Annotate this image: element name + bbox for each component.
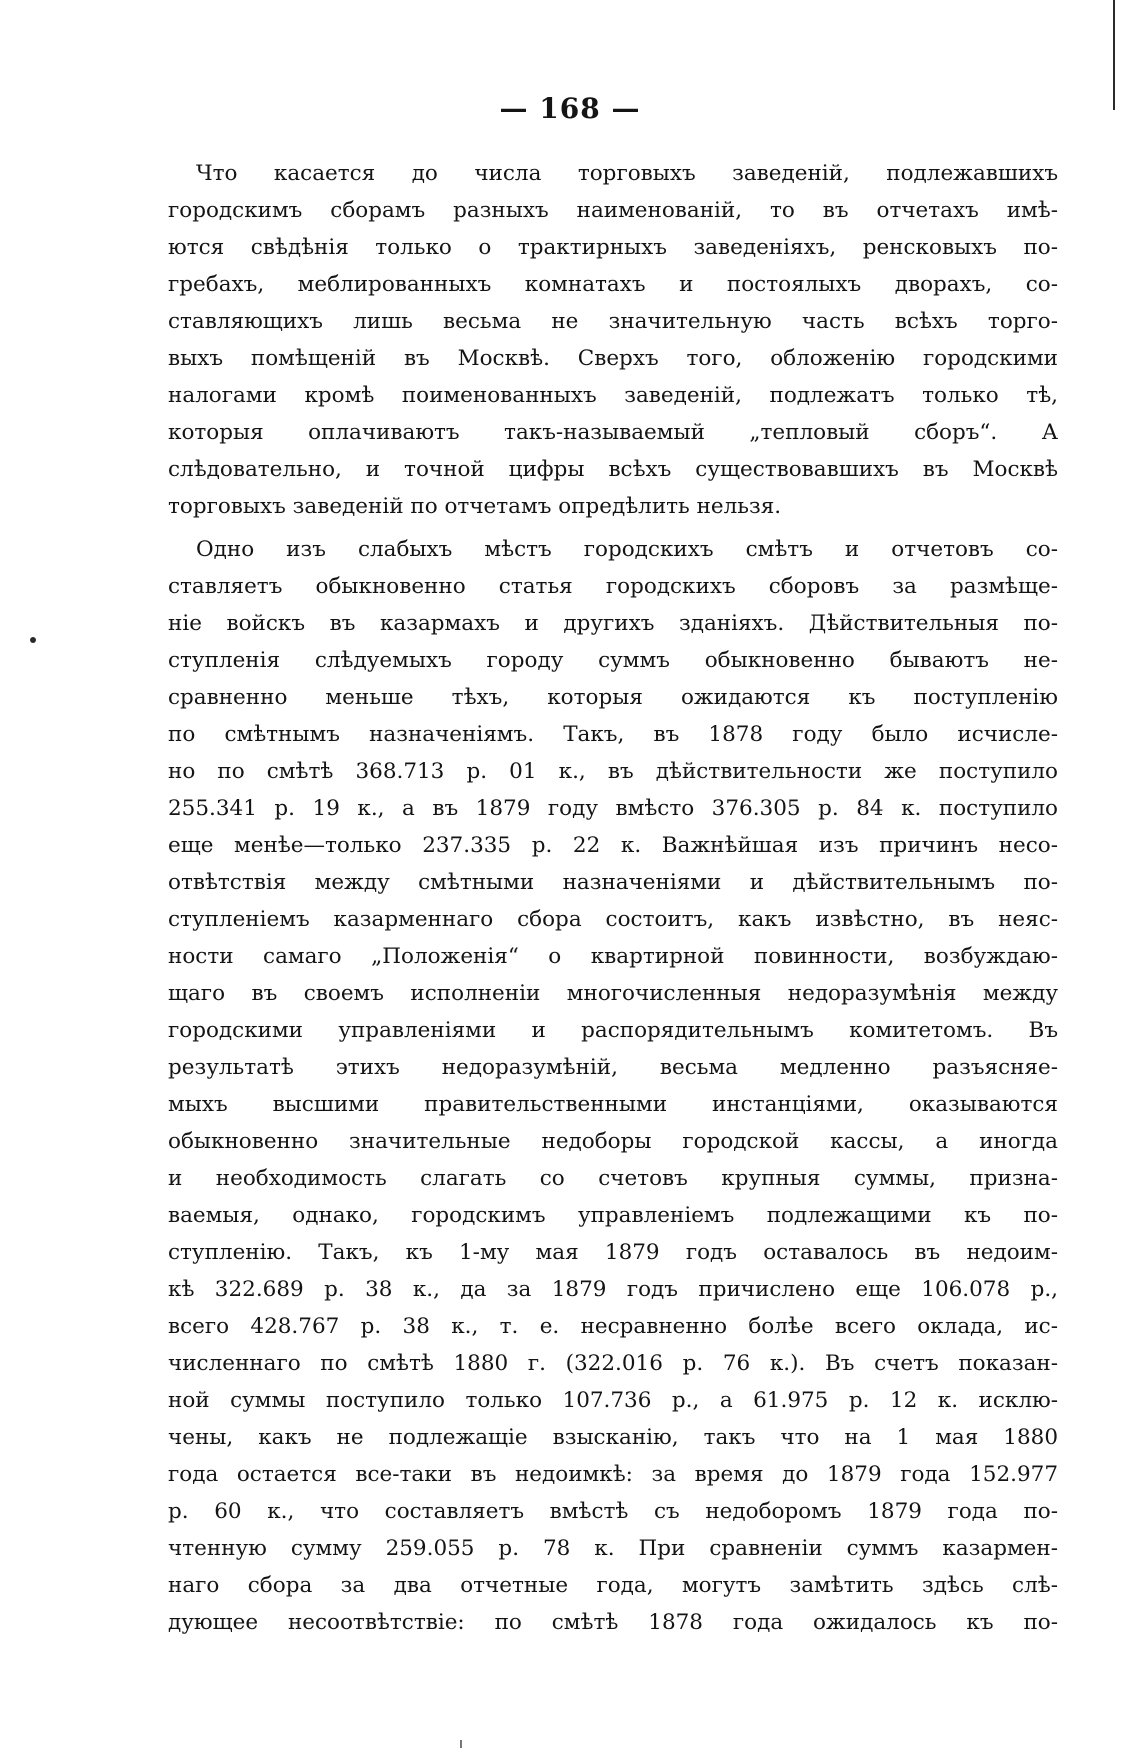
text-line: отвѣтствія между смѣтными назначеніями и дѣйствительнымъ по- — [168, 870, 1058, 895]
text-line: года остается все-таки въ недоимкѣ: за время до 1879 года 152.977 — [168, 1462, 1058, 1487]
text-line: щаго въ своемъ исполненіи многочисленныя недоразумѣнія между — [168, 981, 1058, 1006]
text-line: городскимъ сборамъ разныхъ наименованій, то въ отчетахъ имѣ- — [168, 198, 1058, 223]
text-line: численнаго по смѣтѣ 1880 г. (322.016 р. 76 к.). Въ счетъ показан- — [168, 1351, 1058, 1376]
text-line: по смѣтнымъ назначеніямъ. Такъ, въ 1878 году было исчисле- — [168, 722, 1058, 747]
text-line: всего 428.767 р. 38 к., т. е. несравненно болѣе всего оклада, ис- — [168, 1314, 1058, 1339]
text-line: выхъ помѣщеній въ Москвѣ. Сверхъ того, обложенію городскими — [168, 346, 1058, 371]
text-line: но по смѣтѣ 368.713 р. 01 к., въ дѣйствительности же поступило — [168, 759, 1058, 784]
text-line: ставляющихъ лишь весьма не значительную часть всѣхъ торго- — [168, 309, 1058, 334]
text-line: наго сбора за два отчетные года, могутъ замѣтить здѣсь слѣ- — [168, 1573, 1058, 1598]
margin-ink-dot — [30, 637, 36, 643]
text-line: ставляетъ обыкновенно статья городскихъ сборовъ за размѣще- — [168, 574, 1058, 599]
text-line: ваемыя, однако, городскимъ управленіемъ подлежащими къ по- — [168, 1203, 1058, 1228]
text-line: сравненно меньше тѣхъ, которыя ожидаются къ поступленію — [168, 685, 1058, 710]
text-line: Одно изъ слабыхъ мѣстъ городскихъ смѣтъ и отчетовъ со- — [196, 537, 1058, 562]
text-line: еще менѣе—только 237.335 р. 22 к. Важнѣйшая изъ причинъ несо- — [168, 833, 1058, 858]
text-line: ности самаго „Положенія“ о квартирной повинности, возбуждаю- — [168, 944, 1058, 969]
text-line: чтенную сумму 259.055 р. 78 к. При сравненіи суммъ казармен- — [168, 1536, 1058, 1561]
body-text — [168, 155, 1058, 1641]
text-line: кѣ 322.689 р. 38 к., да за 1879 годъ причислено еще 106.078 р., — [168, 1277, 1058, 1302]
text-line: ступленія слѣдуемыхъ городу суммъ обыкновенно бываютъ не- — [168, 648, 1058, 673]
text-line: 255.341 р. 19 к., а въ 1879 году вмѣсто 376.305 р. 84 к. поступило — [168, 796, 1058, 821]
text-line: налогами кромѣ поименованныхъ заведеній, подлежатъ только тѣ, — [168, 383, 1058, 408]
paragraph-1 — [168, 155, 1058, 525]
text-line: ступленіемъ казарменнаго сбора состоитъ, какъ извѣстно, въ неяс- — [168, 907, 1058, 932]
text-line: мыхъ высшими правительственными инстанціями, оказываются — [168, 1092, 1058, 1117]
text-line: ніе войскъ въ казармахъ и другихъ зданіяхъ. Дѣйствительныя по- — [168, 611, 1058, 636]
text-line: чены, какъ не подлежащіе взысканію, такъ что на 1 мая 1880 — [168, 1425, 1058, 1450]
text-line: гребахъ, меблированныхъ комнатахъ и постоялыхъ дворахъ, со- — [168, 272, 1058, 297]
scan-speck — [460, 1740, 462, 1748]
text-line: р. 60 к., что составляетъ вмѣстѣ съ недоборомъ 1879 года по- — [168, 1499, 1058, 1524]
paragraph-2 — [168, 531, 1058, 1641]
text-line: слѣдовательно, и точной цифры всѣхъ существовавшихъ въ Москвѣ — [168, 457, 1058, 482]
text-line: Что касается до числа торговыхъ заведеній, подлежавшихъ — [196, 161, 1058, 186]
text-line: обыкновенно значительные недоборы городской кассы, а иногда — [168, 1129, 1058, 1154]
text-line: которыя оплачиваютъ такъ-называемый „тепловый сборъ“. А — [168, 420, 1058, 445]
text-line: городскими управленіями и распорядительнымъ комитетомъ. Въ — [168, 1018, 1058, 1043]
page-number: — 168 — — [499, 92, 641, 125]
text-line: ной суммы поступило только 107.736 р., а 61.975 р. 12 к. исклю- — [168, 1388, 1058, 1413]
text-line: дующее несоотвѣтствіе: по смѣтѣ 1878 года ожидалось къ по- — [168, 1610, 1058, 1635]
text-line: ются свѣдѣнія только о трактирныхъ заведеніяхъ, ренсковыхъ по- — [168, 235, 1058, 260]
text-line: результатѣ этихъ недоразумѣній, весьма медленно разъясняе- — [168, 1055, 1058, 1080]
text-line: и необходимость слагать со счетовъ крупныя суммы, призна- — [168, 1166, 1058, 1191]
text-line: торговыхъ заведеній по отчетамъ опредѣлить нельзя. — [168, 494, 782, 519]
text-line: ступленію. Такъ, къ 1-му мая 1879 годъ оставалось въ недоим- — [168, 1240, 1058, 1265]
